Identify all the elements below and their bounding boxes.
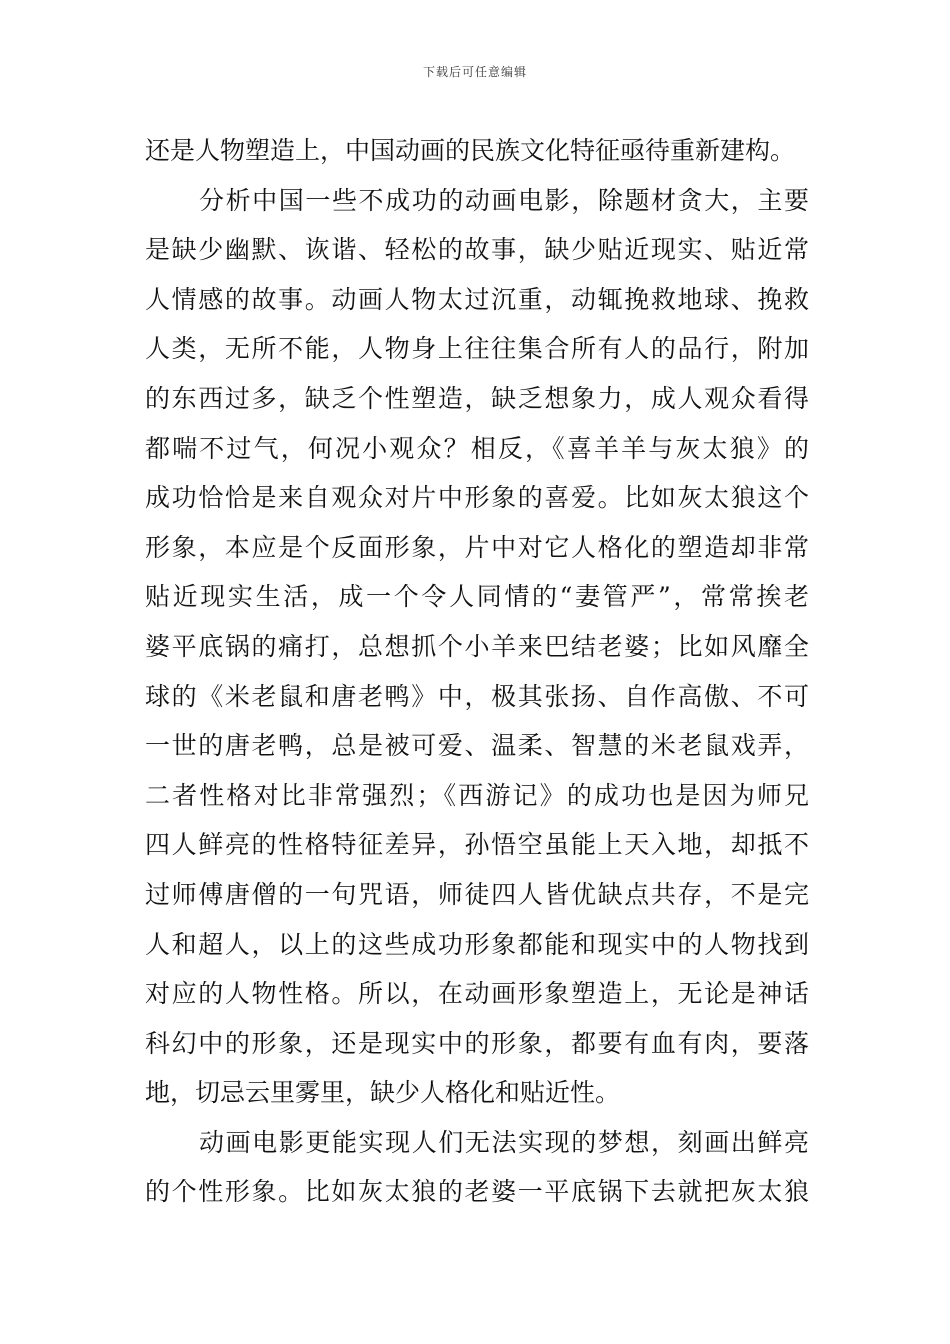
text-line: 婆平底锅的痛打，总想抓个小羊来巴结老婆；比如风靡全 [145,631,809,661]
text-line: 形象，本应是个反面形象，片中对它人格化的塑造却非常 [145,532,809,562]
text-line: 四人鲜亮的性格特征差异，孙悟空虽能上天入地，却抵不 [145,830,809,860]
text-line: 二者性格对比非常强烈；《西游记》的成功也是因为师兄 [145,780,809,810]
text-line: 人类，无所不能，人物身上往往集合所有人的品行，附加 [145,334,809,364]
text-line: 的东西过多，缺乏个性塑造，缺乏想象力，成人观众看得 [145,383,809,413]
page-header: 下载后可任意编辑 [422,65,527,79]
text-line: 球的《米老鼠和唐老鸭》中，极其张扬、自作高傲、不可 [145,681,809,711]
text-line: 成功恰恰是来自观众对片中形象的喜爱。比如灰太狼这个 [145,483,809,513]
text-line: 分析中国一些不成功的动画电影，除题材贪大，主要 [199,185,809,215]
text-line: 科幻中的形象，还是现实中的形象，都要有血有肉，要落 [145,1028,809,1058]
text-line: 对应的人物性格。所以，在动画形象塑造上，无论是神话 [145,979,809,1009]
text-line: 过师傅唐僧的一句咒语，师徒四人皆优缺点共存，不是完 [145,879,809,909]
text-line: 人情感的故事。动画人物太过沉重，动辄挽救地球、挽救 [145,284,809,314]
text-line: 贴近现实生活，成一个令人同情的“妻管严”，常常挨老 [145,582,809,612]
text-line: 的个性形象。比如灰太狼的老婆一平底锅下去就把灰太狼 [145,1177,809,1207]
text-line: 是缺少幽默、诙谐、轻松的故事，缺少贴近现实、贴近常 [145,235,809,265]
text-line: 都喘不过气，何况小观众？相反，《喜羊羊与灰太狼》的 [145,433,809,463]
text-line: 人和超人，以上的这些成功形象都能和现实中的人物找到 [145,929,809,959]
text-line: 地，切忌云里雾里，缺少人格化和贴近性。 [145,1078,621,1108]
document-body [145,126,809,1217]
text-line: 动画电影更能实现人们无法实现的梦想，刻画出鲜亮 [199,1127,809,1157]
text-line: 还是人物塑造上，中国动画的民族文化特征亟待重新建构。 [145,136,796,165]
text-line: 一世的唐老鸭，总是被可爱、温柔、智慧的米老鼠戏弄， [145,731,809,761]
